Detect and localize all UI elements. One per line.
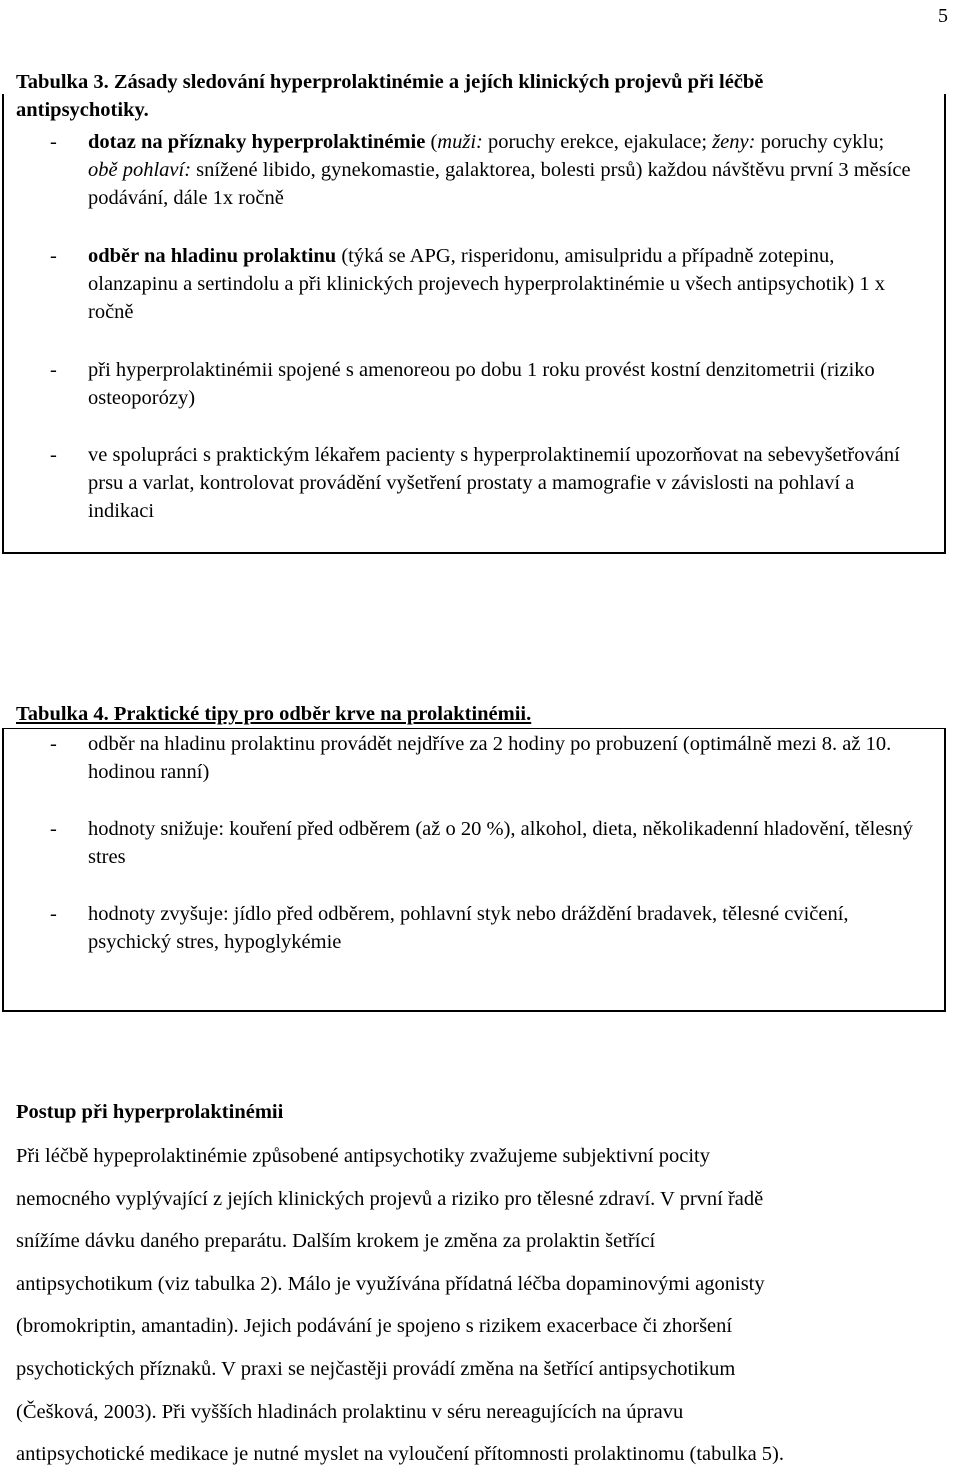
item-text: poruchy erekce, ejakulace; — [482, 131, 713, 153]
item-bold-text: odběr na hladinu prolaktinu — [88, 245, 337, 267]
list-dash: - — [50, 245, 57, 267]
list-dash: - — [50, 903, 57, 925]
table3-item-4-text: ve spolupráci s praktickým lékařem pacienty s hyperprolaktinemií upozorňovat na sebevyšetřování prsu a varlat, kontrolovat provádění vyšetření prostaty a mamografie v závislosti na pohlaví a indikaci — [88, 444, 900, 522]
item-text: ( — [425, 131, 438, 153]
women-label: ženy: — [712, 131, 756, 153]
paragraph-line: (Češková, 2003). Při vyšších hladinách prolaktinu v séru nereagujících na úpravu — [16, 1400, 684, 1423]
table3-item-3 — [50, 356, 916, 412]
table3-item-3-text: při hyperprolaktinémii spojené s amenoreou po dobu 1 roku provést kostní denzitometrii (riziko osteoporózy) — [88, 359, 875, 409]
table4-item-3-text: hodnoty zvyšuje: jídlo před odběrem, pohlavní styk nebo dráždění bradavek, tělesné cvičení, psychický stres, hypoglykémie — [88, 903, 849, 953]
table4-item-2-text: hodnoty snižuje: kouření před odběrem (až o 20 %), alkohol, dieta, několikadenní hladovění, tělesný stres — [88, 818, 913, 868]
both-sexes-label: obě pohlaví: — [88, 159, 192, 181]
list-dash: - — [50, 359, 57, 381]
table4-title: Tabulka 4. Praktické tipy pro odběr krve na prolaktinémii. — [16, 703, 532, 725]
table3-item-2 — [50, 242, 916, 326]
list-dash: - — [50, 444, 57, 466]
paragraph-line: psychotických příznaků. V praxi se nejčastěji provádí změna na šetřící antipsychotikum — [16, 1357, 736, 1380]
section-paragraph — [16, 1135, 952, 1476]
item-bold-text: dotaz na příznaky hyperprolaktinémie — [88, 131, 426, 153]
paragraph-line: antipsychotikum (viz tabulka 2). Málo je využívána přídatná léčba dopaminovými agonisty — [16, 1272, 765, 1295]
table3-item-1 — [50, 128, 916, 212]
table3-item-2-text — [88, 242, 916, 326]
paragraph-line: antipsychotické medikace je nutné myslet na vyloučení přítomnosti prolaktinomu (tabulka 5). — [16, 1443, 784, 1466]
table4-item-1 — [50, 730, 916, 786]
table4-item-3 — [50, 900, 916, 956]
item-text: (týká se APG, risperidonu, amisulpridu a případně zotepinu, olanzapinu a sertindolu a při klinických projevech hyperprolaktinémie u všech antipsychotik) 1 x ročně — [88, 245, 885, 323]
paragraph-line: snížíme dávku daného preparátu. Dalším krokem je změna za prolaktin šetřící — [16, 1230, 656, 1253]
item-text: poruchy cyklu; — [755, 131, 885, 153]
list-dash: - — [50, 733, 57, 755]
item-text: snížené libido, gynekomastie, galaktorea, bolesti prsů) každou návštěvu první 3 měsíce podávání, dále 1x ročně — [88, 159, 911, 209]
table3-title-line2: antipsychotiky. — [16, 99, 149, 121]
table4-item-1-text: odběr na hladinu prolaktinu provádět nejdříve za 2 hodiny po probuzení (optimálně mezi 8. až 10. hodinou ranní) — [88, 733, 892, 783]
table3-item-1-text — [88, 128, 916, 212]
section-heading: Postup při hyperprolaktinémii — [16, 1101, 284, 1123]
paragraph-line: nemocného vyplývající z jejích klinických projevů a riziko pro tělesné zdraví. V první řadě — [16, 1187, 764, 1210]
table3-title-line1: Tabulka 3. Zásady sledování hyperprolaktinémie a jejích klinických projevů při léčbě — [16, 71, 764, 93]
table4-item-2 — [50, 815, 916, 871]
table3-item-4 — [50, 441, 916, 525]
men-label: muži: — [437, 131, 483, 153]
list-dash: - — [50, 131, 57, 153]
list-dash: - — [50, 818, 57, 840]
paragraph-line: Při léčbě hypeprolaktinémie způsobené antipsychotiky zvažujeme subjektivní pocity — [16, 1145, 710, 1167]
page-number: 5 — [938, 5, 948, 27]
paragraph-line: (bromokriptin, amantadin). Jejich podávání je spojeno s rizikem exacerbace či zhoršení — [16, 1315, 733, 1338]
